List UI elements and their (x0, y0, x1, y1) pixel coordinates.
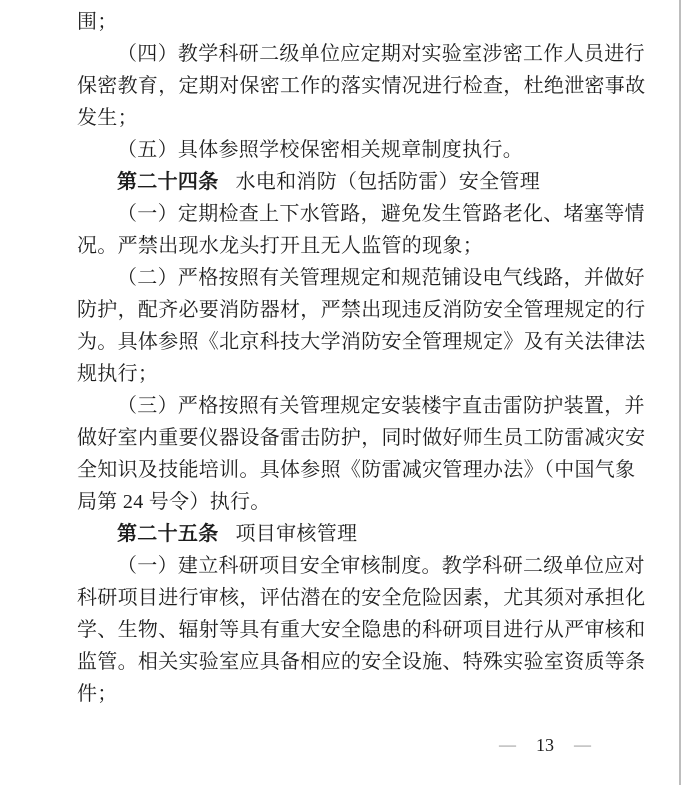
text-line: （二）严格按照有关管理规定和规范铺设电气线路，并做好 (117, 267, 645, 289)
text-line: （三）严格按照有关管理规定安装楼宇直击雷防护装置，并 (117, 395, 645, 417)
text-line: 全知识及技能培训。具体参照《防雷减灾管理办法》（中国气象 (77, 459, 636, 481)
article-25-number: 第二十五条 (117, 523, 219, 545)
page-number (499, 731, 591, 759)
text-line: 为。具体参照《北京科技大学消防安全管理规定》及有关法律法 (77, 331, 646, 353)
text-line: 监管。相关实验室应具备相应的安全设施、特殊实验室资质等条 (77, 651, 646, 673)
page-right-edge (679, 0, 681, 785)
article-25-heading (77, 518, 607, 550)
text-line: （五）具体参照学校保密相关规章制度执行。 (117, 139, 523, 161)
text-line: （四）教学科研二级单位应定期对实验室涉密工作人员进行 (117, 43, 645, 65)
page-number-dash-left: — (499, 735, 516, 754)
page-number-dash-right: — (574, 735, 591, 754)
text-line: 围； (77, 11, 118, 33)
text-line: 规执行； (77, 363, 159, 385)
text-line: 防护，配齐必要消防器材，严禁出现违反消防安全管理规定的行 (77, 299, 646, 321)
text-line: 局第 24 号令）执行。 (77, 491, 271, 513)
text-line: （一）建立科研项目安全审核制度。教学科研二级单位应对 (117, 555, 645, 577)
text-line: 保密教育，定期对保密工作的落实情况进行检查，杜绝泄密事故 (77, 75, 646, 97)
page-number-value: 13 (536, 735, 554, 755)
text-line: （一）定期检查上下水管路，避免发生管路老化、堵塞等情 (117, 203, 645, 225)
text-line: 做好室内重要仪器设备雷击防护，同时做好师生员工防雷减灾安 (77, 427, 646, 449)
article-25-title: 项目审核管理 (235, 523, 358, 545)
article-24-number: 第二十四条 (117, 171, 219, 193)
text-line: 科研项目进行审核，评估潜在的安全危险因素，尤其须对承担化 (77, 587, 646, 609)
text-line: 学、生物、辐射等具有重大安全隐患的科研项目进行从严审核和 (77, 619, 646, 641)
text-line: 件； (77, 683, 118, 705)
article-24-heading (77, 166, 607, 198)
article-24-title: 水电和消防（包括防雷）安全管理 (235, 171, 540, 193)
document-body (77, 6, 646, 710)
text-line: 况。严禁出现水龙头打开且无人监管的现象； (77, 235, 483, 257)
text-line: 发生； (77, 107, 138, 129)
